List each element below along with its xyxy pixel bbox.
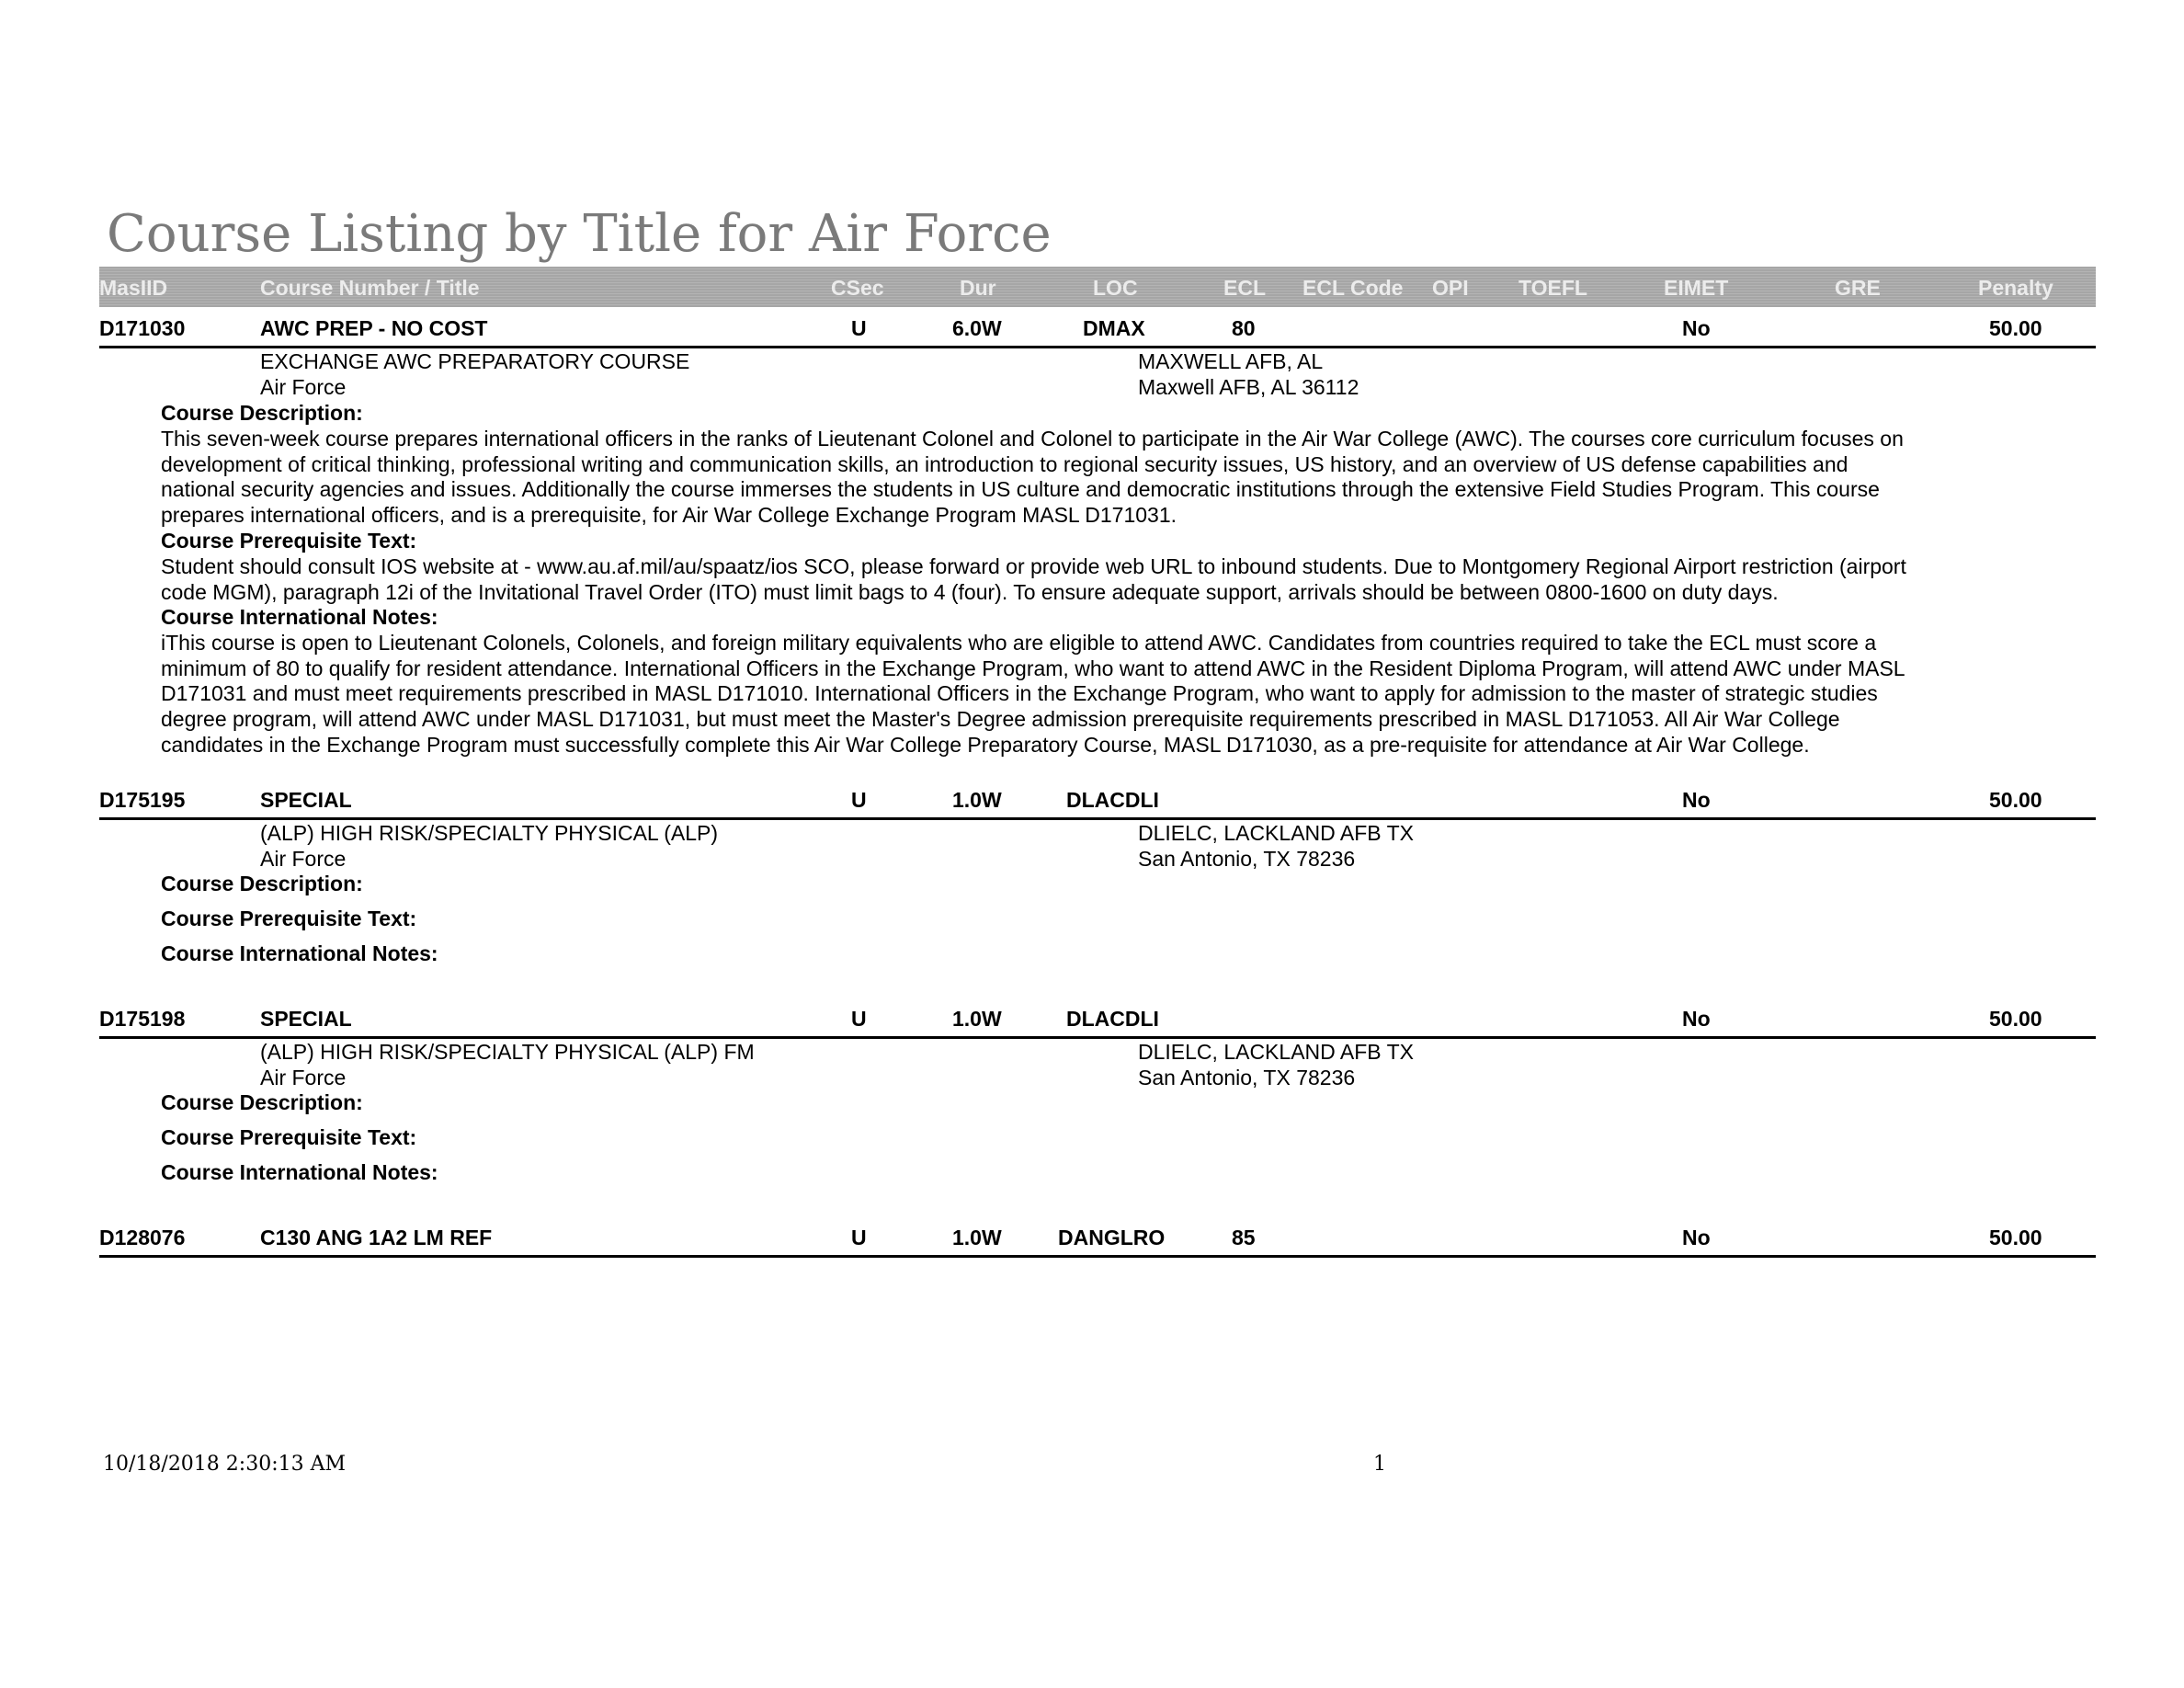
text-line: national security agencies and issues. Additionally the course immerses the students in US culture and democratic institutions through the extensive Field Studies Program. This course: [161, 477, 1880, 502]
course-location-name: MAXWELL AFB, AL: [1138, 349, 1324, 373]
course-eimet: No: [1682, 316, 1711, 340]
course-intl-notes-label: Course International Notes:: [161, 941, 438, 965]
course-location-address: Maxwell AFB, AL 36112: [1138, 375, 1359, 399]
col-header-penalty: Penalty: [1978, 276, 2053, 300]
text-line: This seven-week course prepares international officers in the ranks of Lieutenant Colonel and Colonel to participate in the Air War College (AWC). The courses core curriculum focuses on: [161, 427, 1904, 451]
course-title: SPECIAL: [260, 1007, 352, 1031]
course-penalty: 50.00: [1989, 788, 2042, 812]
row-divider: [99, 346, 2096, 348]
course-eimet: No: [1682, 1007, 1711, 1031]
course-csec: U: [851, 1226, 867, 1249]
course-service: Air Force: [260, 1066, 347, 1089]
course-description: [161, 427, 2027, 529]
course-title: C130 ANG 1A2 LM REF: [260, 1226, 493, 1249]
col-header-eimet: EIMET: [1664, 276, 1729, 300]
text-line: D171031 and must meet requirements prescribed in MASL D171010. International Officers in the Exchange Program, who want to apply for admission to the master of strategic studies: [161, 681, 1878, 706]
col-header-ecl-code: ECL Code: [1302, 276, 1404, 300]
course-duration: 1.0W: [952, 1226, 1002, 1249]
course-location-code: DMAX: [1083, 316, 1145, 340]
row-divider: [99, 817, 2096, 820]
course-location-name: DLIELC, LACKLAND AFB TX: [1138, 1040, 1414, 1064]
masl-id: D175198: [99, 1007, 186, 1031]
masl-id: D128076: [99, 1226, 186, 1249]
course-prerequisite-label: Course Prerequisite Text:: [161, 529, 417, 553]
text-line: code MGM), paragraph 12i of the Invitational Travel Order (ITO) must limit bags to 4 (four). To ensure adequate support, arrivals should be between 0800-1600 on duty days.: [161, 579, 1779, 604]
course-description-label: Course Description:: [161, 872, 363, 895]
row-divider: [99, 1036, 2096, 1039]
course-description-label: Course Description:: [161, 401, 363, 425]
page-title: Course Listing by Title for Air Force: [107, 204, 1052, 264]
text-line: degree program, will attend AWC under MASL D171031, but must meet the Master's Degree admission prerequisite requirements prescribed in MASL D171053. All Air War College: [161, 707, 1840, 732]
col-header-csec: CSec: [831, 276, 884, 300]
text-line: Student should consult IOS website at - www.au.af.mil/au/spaatz/ios SCO, please forward or provide web URL to inbound students. Due to Montgomery Regional Airport restriction (airport: [161, 554, 1906, 578]
course-title: SPECIAL: [260, 788, 352, 812]
course-subtitle: (ALP) HIGH RISK/SPECIALTY PHYSICAL (ALP): [260, 821, 719, 845]
course-location-address: San Antonio, TX 78236: [1138, 1066, 1356, 1089]
course-description-label: Course Description:: [161, 1090, 363, 1114]
masl-id: D171030: [99, 316, 186, 340]
course-penalty: 50.00: [1989, 1226, 2042, 1249]
course-penalty: 50.00: [1989, 316, 2042, 340]
col-header-dur: Dur: [960, 276, 996, 300]
course-intl-notes: [161, 631, 2027, 758]
row-divider: [99, 1255, 2096, 1258]
course-ecl: 80: [1232, 316, 1256, 340]
course-prerequisite-label: Course Prerequisite Text:: [161, 907, 417, 930]
col-header-ecl: ECL: [1223, 276, 1266, 300]
course-location-code: DLACDLI: [1066, 1007, 1159, 1031]
course-ecl: 85: [1232, 1226, 1256, 1249]
course-subtitle: EXCHANGE AWC PREPARATORY COURSE: [260, 349, 690, 373]
course-service: Air Force: [260, 847, 347, 871]
text-line: candidates in the Exchange Program must successfully complete this Air War College Preparatory Course, MASL D171030, as a pre-requisite for attendance at Air War College.: [161, 732, 1810, 757]
course-intl-notes-label: Course International Notes:: [161, 1160, 438, 1184]
course-eimet: No: [1682, 1226, 1711, 1249]
text-line: minimum of 80 to qualify for resident attendance. International Officers in the Exchange Program, who want to attend AWC in the Resident Diploma Program, will attend AWC under MASL: [161, 656, 1905, 680]
course-location-code: DANGLRO: [1058, 1226, 1166, 1249]
course-duration: 6.0W: [952, 316, 1002, 340]
col-header-gre: GRE: [1835, 276, 1881, 300]
course-intl-notes-label: Course International Notes:: [161, 605, 438, 629]
footer-timestamp: 10/18/2018 2:30:13 AM: [103, 1453, 347, 1476]
text-line: development of critical thinking, professional writing and communication skills, an introduction to regional security issues, US history, and an overview of US defense capabilities and: [161, 451, 1848, 476]
course-service: Air Force: [260, 375, 347, 399]
course-csec: U: [851, 788, 867, 812]
course-prerequisite: [161, 554, 2027, 605]
course-location-name: DLIELC, LACKLAND AFB TX: [1138, 821, 1414, 845]
course-duration: 1.0W: [952, 1007, 1002, 1031]
col-header-toefl: TOEFL: [1519, 276, 1587, 300]
course-duration: 1.0W: [952, 788, 1002, 812]
course-title: AWC PREP - NO COST: [260, 316, 488, 340]
course-eimet: No: [1682, 788, 1711, 812]
col-header-opi: OPI: [1432, 276, 1469, 300]
course-csec: U: [851, 316, 867, 340]
course-csec: U: [851, 1007, 867, 1031]
col-header-loc: LOC: [1093, 276, 1138, 300]
course-location-code: DLACDLI: [1066, 788, 1159, 812]
col-header-course: Course Number / Title: [260, 276, 480, 300]
footer-page-number: 1: [1373, 1453, 1386, 1476]
text-line: iThis course is open to Lieutenant Colonels, Colonels, and foreign military equivalents who are eligible to attend AWC. Candidates from countries required to take the ECL must score a: [161, 631, 1877, 655]
col-header-masl-id: MasIID: [99, 276, 168, 300]
course-penalty: 50.00: [1989, 1007, 2042, 1031]
course-location-address: San Antonio, TX 78236: [1138, 847, 1356, 871]
text-line: prepares international officers, and is a prerequisite, for Air War College Exchange Program MASL D171031.: [161, 503, 1177, 528]
course-prerequisite-label: Course Prerequisite Text:: [161, 1125, 417, 1149]
course-subtitle: (ALP) HIGH RISK/SPECIALTY PHYSICAL (ALP) FM: [260, 1040, 755, 1064]
masl-id: D175195: [99, 788, 186, 812]
